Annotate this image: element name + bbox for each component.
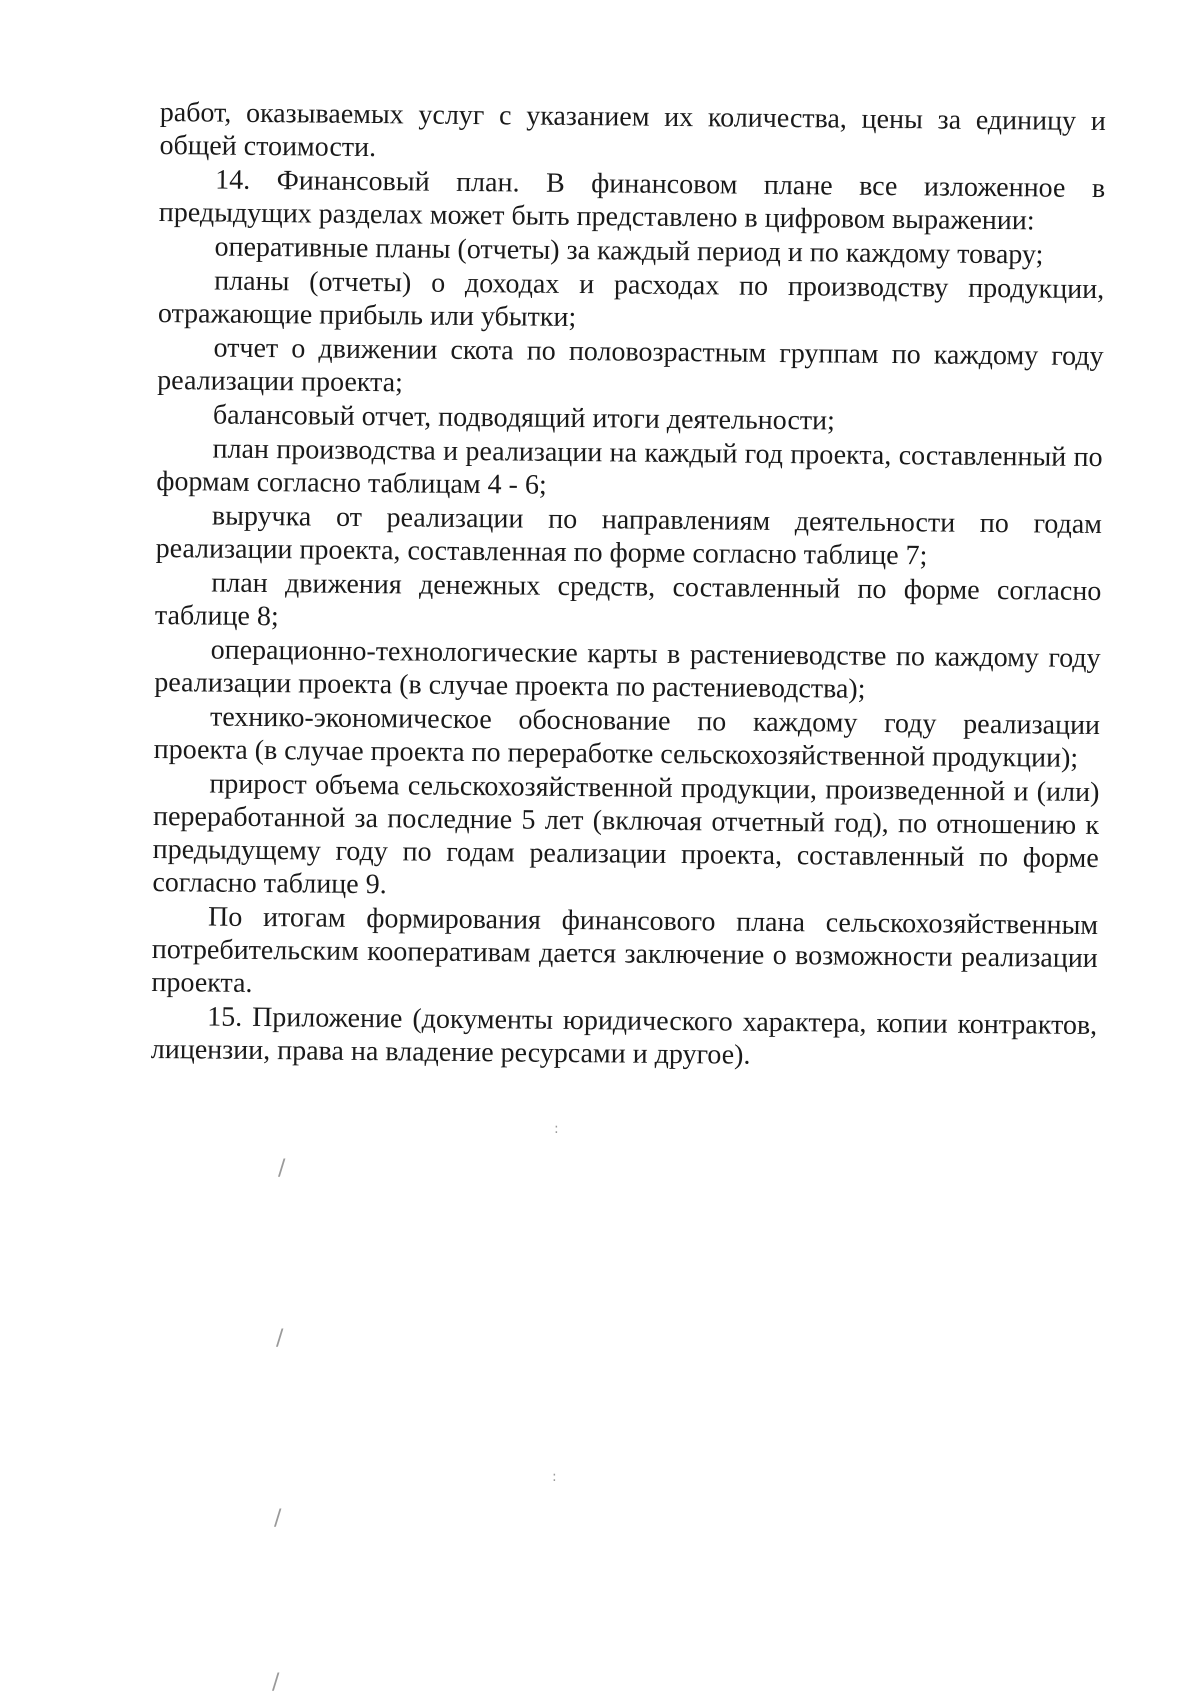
document-body: [151, 96, 1106, 1076]
scan-speck: :: [552, 1469, 557, 1485]
list-item-livestock-report: отчет о движении скота по половозрастным группам по каждому году реализации проекта;: [157, 332, 1104, 399]
list-item-balance-report: балансовый отчет, подводящий итоги деятельности;: [212, 399, 836, 437]
scan-speck: /: [274, 1506, 282, 1531]
list-item-cash-flow-plan: план движения денежных средств, составленный по форме согласно таблице 8;: [154, 567, 1102, 633]
scan-speck: /: [272, 1670, 280, 1695]
list-item-revenue: выручка от реализации по направлениям деятельности по годам реализации проекта, составленная по форме согласно таблице 7;: [155, 500, 1103, 572]
list-item-technology-cards: операционно-технологические карты в растениеводстве по каждому году реализации проекта (в случае проекта по растениеводства);: [154, 634, 1101, 705]
paragraph-appendix: 15. Приложение (документы юридического характера, копии контрактов, лицензии, права на владение ресурсами и другое).: [150, 1001, 1098, 1071]
scan-speck: /: [276, 1326, 284, 1351]
scan-speck: :: [554, 1121, 559, 1137]
list-item-income-expense-plans: планы (отчеты) о доходах и расходах по производству продукции, отражающие прибыль или убытки;: [157, 265, 1105, 334]
scan-speck: /: [278, 1156, 286, 1181]
list-item-feasibility-study: технико-экономическое обоснование по каждому году реализации проекта (в случае проекта по переработке сельскохозяйственной продукции);: [153, 701, 1101, 774]
list-item-production-growth: прирост объема сельскохозяйственной продукции, произведенной и (или) переработанной за последние 5 лет (включая отчетный год), по отношению к предыдущему году по годам реализации проекта, составленный по форме согласно таблице 9.: [152, 768, 1100, 901]
list-item-operational-plans: оперативные планы (отчеты) за каждый период и по каждому товару;: [214, 231, 1044, 271]
paragraph-continuation: работ, оказываемых услуг с указанием их количества, цены за единицу и общей стоимости.: [159, 96, 1106, 164]
paragraph-conclusion: По итогам формирования финансового плана сельскохозяйственным потребительским кооперативам дается заключение о возможности реализации проекта.: [151, 901, 1099, 999]
list-item-production-plan: план производства и реализации на каждый год проекта, составленный по формам согласно таблицам 4 - 6;: [156, 433, 1103, 501]
paragraph-financial-plan: 14. Финансовый план. В финансовом плане все изложенное в предыдущих разделах может быть представлено в цифровом выражении:: [158, 164, 1106, 237]
